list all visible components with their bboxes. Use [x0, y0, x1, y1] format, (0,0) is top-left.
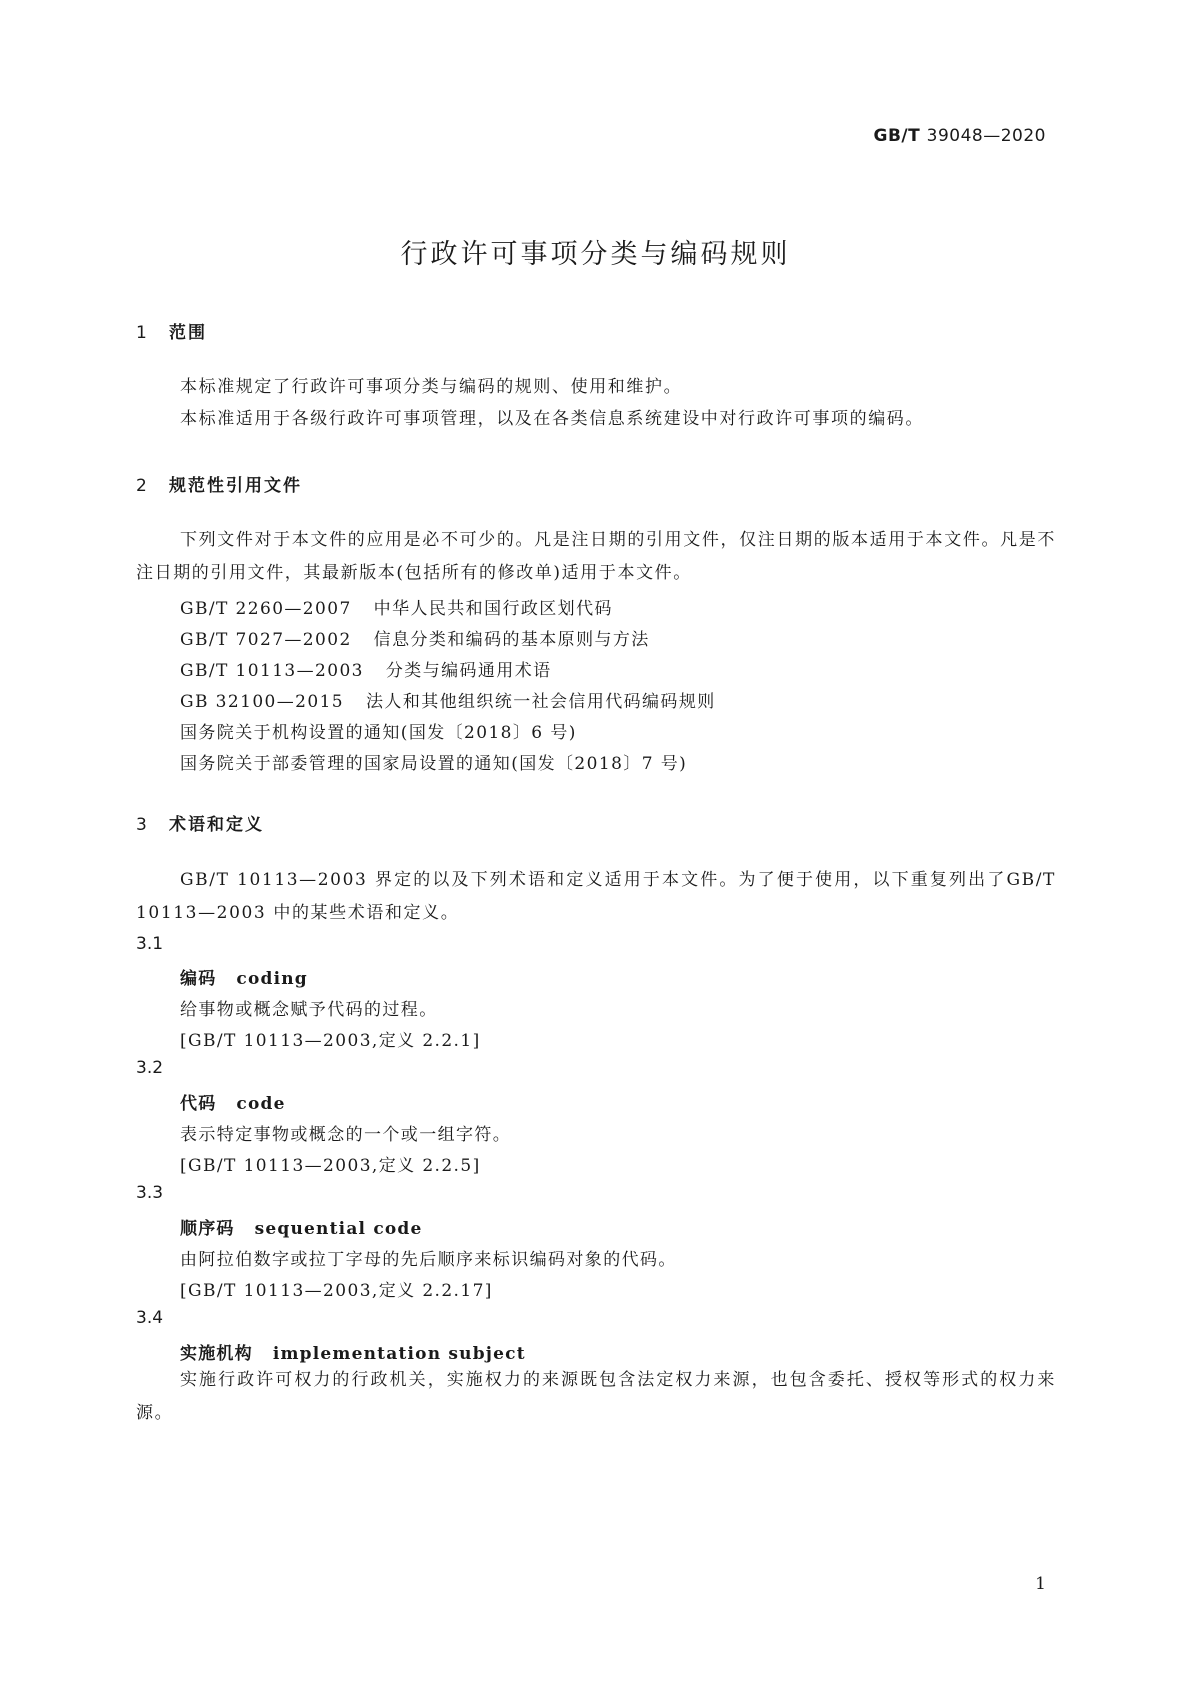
reference-item — [180, 625, 650, 650]
term-number: 3.2 — [136, 1058, 164, 1078]
term-name-zh: 编码 — [180, 969, 217, 989]
term-definition: 实施行政许可权力的行政机关，实施权力的来源既包含法定权力来源，也包含委托、授权等形式的权力来源。 — [136, 1370, 1056, 1423]
standard-prefix: GB/T — [873, 126, 921, 146]
reference-item — [180, 687, 716, 712]
standard-code: 39048—2020 — [926, 126, 1046, 146]
section-title: 范围 — [169, 323, 207, 343]
term-name — [180, 964, 308, 989]
term-name-en: code — [236, 1094, 286, 1114]
reference-code: GB/T 7027—2002 — [180, 630, 352, 650]
section-1-paragraph-1: 本标准规定了行政许可事项分类与编码的规则、使用和维护。 — [180, 377, 683, 397]
term-name-en: implementation subject — [272, 1344, 526, 1364]
term-name-en: coding — [236, 969, 308, 989]
term-definition: 表示特定事物或概念的一个或一组字符。 — [180, 1125, 512, 1145]
reference-title: 信息分类和编码的基本原则与方法 — [373, 630, 650, 650]
reference-item — [180, 594, 613, 619]
section-3-heading — [136, 810, 264, 835]
section-title: 术语和定义 — [169, 815, 264, 835]
reference-title: 中华人民共和国行政区划代码 — [373, 599, 613, 619]
reference-code: GB 32100—2015 — [180, 692, 345, 712]
term-source: [GB/T 10113—2003,定义 2.2.1] — [180, 1031, 481, 1051]
section-number: 1 — [136, 323, 149, 343]
section-1-heading — [136, 318, 207, 343]
reference-item — [180, 656, 552, 681]
term-name — [180, 1089, 286, 1114]
page-number: 1 — [1035, 1574, 1046, 1594]
reference-title: 分类与编码通用术语 — [385, 661, 552, 681]
term-definition: 给事物或概念赋予代码的过程。 — [180, 1000, 438, 1020]
term-name — [180, 1339, 526, 1364]
reference-title: 国务院关于机构设置的通知(国发〔2018〕6 号) — [180, 723, 577, 743]
term-source: [GB/T 10113—2003,定义 2.2.5] — [180, 1156, 481, 1176]
term-name-zh: 代码 — [180, 1094, 217, 1114]
reference-code: GB/T 10113—2003 — [180, 661, 364, 681]
term-number: 3.3 — [136, 1183, 164, 1203]
section-1-paragraph-2: 本标准适用于各级行政许可事项管理，以及在各类信息系统建设中对行政许可事项的编码。 — [180, 409, 924, 429]
section-number: 2 — [136, 476, 149, 496]
term-name-en: sequential code — [254, 1219, 423, 1239]
document-title: 行政许可事项分类与编码规则 — [400, 239, 791, 270]
term-number: 3.4 — [136, 1308, 164, 1328]
section-2-heading — [136, 471, 302, 496]
section-title: 规范性引用文件 — [169, 476, 302, 496]
term-name-zh: 顺序码 — [180, 1219, 235, 1239]
term-name-zh: 实施机构 — [180, 1344, 253, 1364]
term-source: [GB/T 10113—2003,定义 2.2.17] — [180, 1281, 493, 1301]
reference-title: 国务院关于部委管理的国家局设置的通知(国发〔2018〕7 号) — [180, 754, 688, 774]
section-3-intro: GB/T 10113—2003 界定的以及下列术语和定义适用于本文件。为了便于使用，以下重复列出了GB/T 10113—2003 中的某些术语和定义。 — [136, 870, 1056, 923]
term-definition: 由阿拉伯数字或拉丁字母的先后顺序来标识编码对象的代码。 — [180, 1250, 677, 1270]
reference-code: GB/T 2260—2007 — [180, 599, 352, 619]
reference-item — [180, 718, 577, 743]
section-number: 3 — [136, 815, 149, 835]
term-name — [180, 1214, 423, 1239]
section-2-intro: 下列文件对于本文件的应用是必不可少的。凡是注日期的引用文件，仅注日期的版本适用于本文件。凡是不注日期的引用文件，其最新版本(包括所有的修改单)适用于本文件。 — [136, 530, 1056, 583]
standard-number — [874, 126, 1046, 146]
term-number: 3.1 — [136, 934, 164, 954]
reference-title: 法人和其他组织统一社会信用代码编码规则 — [366, 692, 716, 712]
reference-item — [180, 749, 687, 774]
